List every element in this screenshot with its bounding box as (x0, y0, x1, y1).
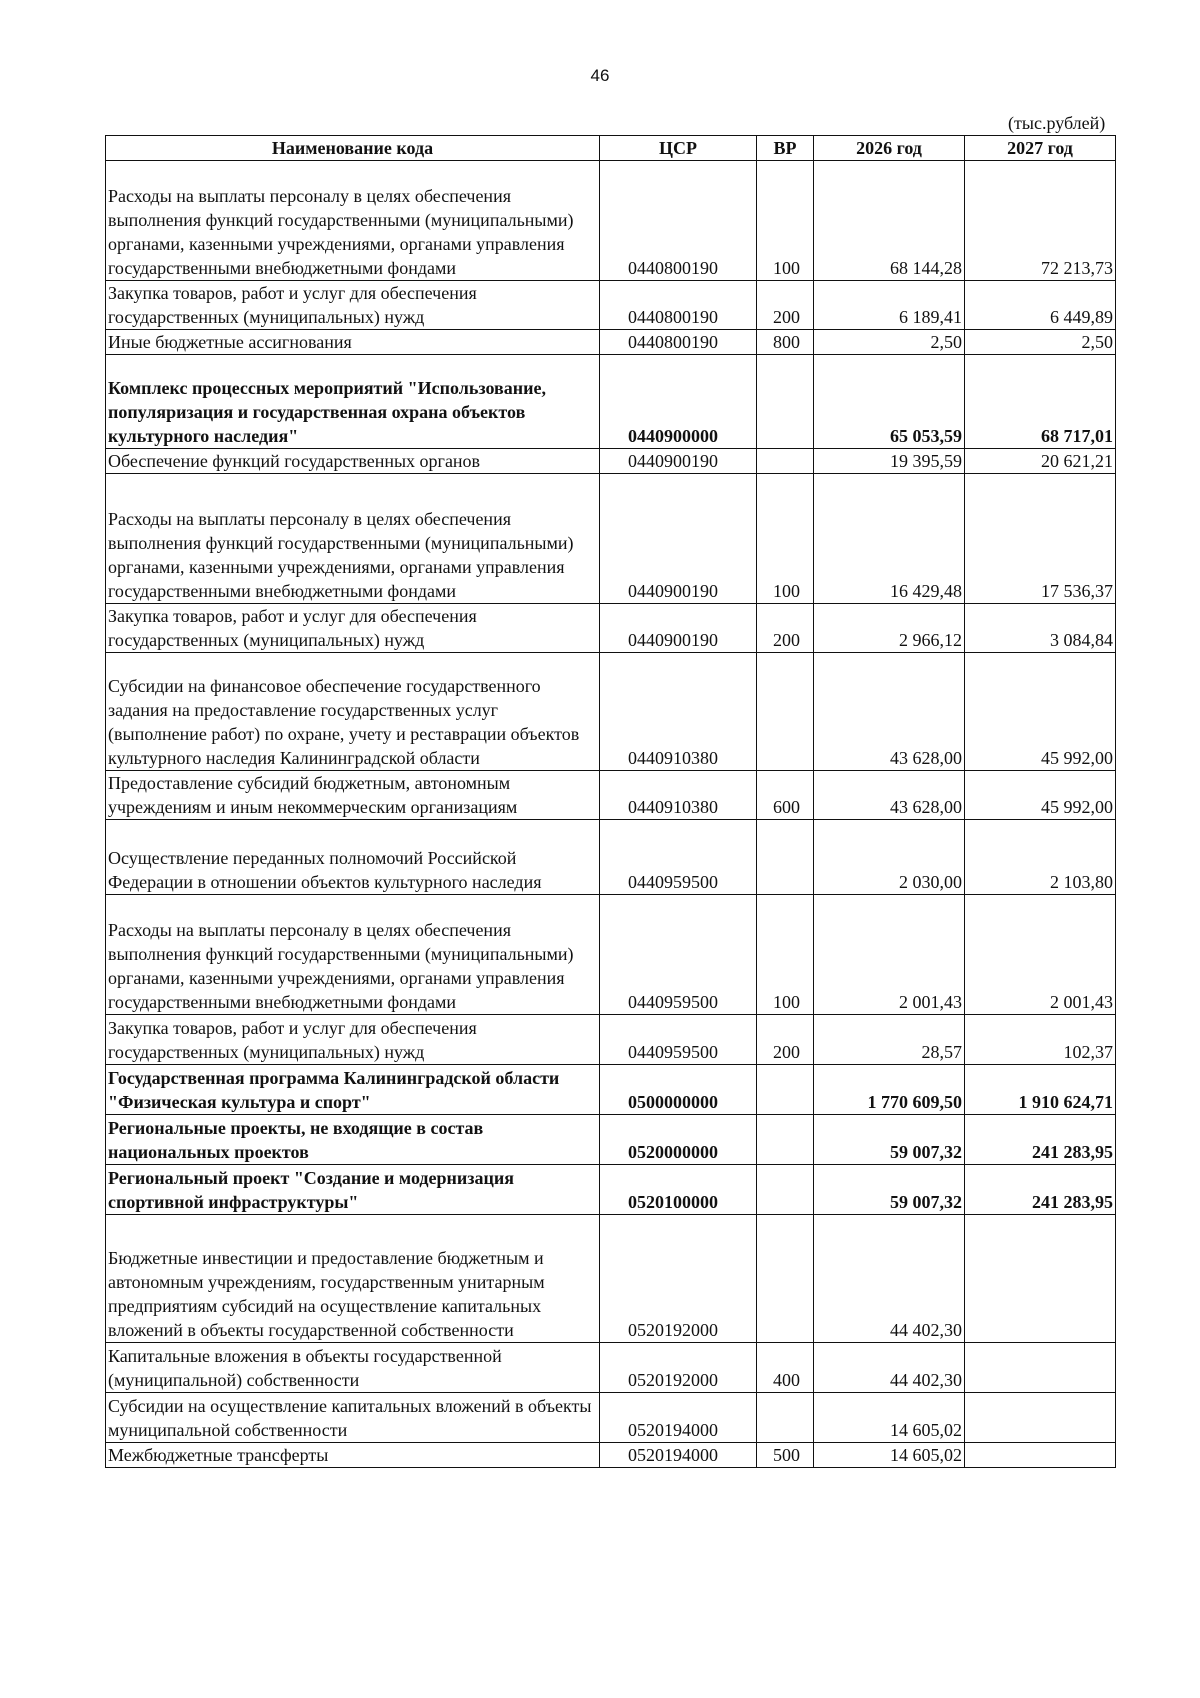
row-csr: 0440959500 (600, 1015, 757, 1065)
row-2027: 241 283,95 (965, 1165, 1116, 1215)
row-vr (757, 653, 814, 771)
table-row (106, 1015, 1116, 1065)
row-name: Закупка товаров, работ и услуг для обеспечения государственных (муниципальных) нужд (106, 604, 600, 653)
row-2027: 2 103,80 (965, 820, 1116, 895)
row-2026: 44 402,30 (814, 1343, 965, 1393)
row-name: Межбюджетные трансферты (106, 1443, 600, 1468)
row-2026: 16 429,48 (814, 474, 965, 604)
row-2026: 43 628,00 (814, 771, 965, 820)
row-vr: 100 (757, 895, 814, 1015)
header-vr: ВР (757, 136, 814, 161)
row-2027: 241 283,95 (965, 1115, 1116, 1165)
row-vr (757, 355, 814, 449)
table-row (106, 1443, 1116, 1468)
row-csr: 0440959500 (600, 895, 757, 1015)
row-vr: 400 (757, 1343, 814, 1393)
page-number: 46 (590, 66, 610, 85)
row-csr: 0440910380 (600, 653, 757, 771)
row-2027 (965, 1215, 1116, 1343)
row-name: Иные бюджетные ассигнования (106, 330, 600, 355)
table-row (106, 1393, 1116, 1443)
row-2027: 68 717,01 (965, 355, 1116, 449)
table-row (106, 449, 1116, 474)
row-csr: 0440959500 (600, 820, 757, 895)
row-csr: 0440900190 (600, 604, 757, 653)
row-csr: 0520194000 (600, 1443, 757, 1468)
table-row (106, 1215, 1116, 1343)
row-2026: 2 030,00 (814, 820, 965, 895)
row-vr (757, 1115, 814, 1165)
header-2027: 2027 год (965, 136, 1116, 161)
row-vr: 600 (757, 771, 814, 820)
row-2026: 2 001,43 (814, 895, 965, 1015)
table-row (106, 820, 1116, 895)
row-2026: 1 770 609,50 (814, 1065, 965, 1115)
header-name: Наименование кода (106, 136, 600, 161)
row-2027: 45 992,00 (965, 653, 1116, 771)
row-2027: 1 910 624,71 (965, 1065, 1116, 1115)
row-csr: 0520194000 (600, 1393, 757, 1443)
row-vr: 200 (757, 1015, 814, 1065)
table-row (106, 355, 1116, 449)
row-name: Расходы на выплаты персоналу в целях обеспечения выполнения функций государственными (муниципальными) органами, казенными учреждениями, органами управления государственными внебюджетными фондами (106, 474, 600, 604)
row-csr: 0520192000 (600, 1343, 757, 1393)
row-name: Обеспечение функций государственных органов (106, 449, 600, 474)
table-row (106, 895, 1116, 1015)
row-2027: 2 001,43 (965, 895, 1116, 1015)
row-csr: 0520192000 (600, 1215, 757, 1343)
row-2026: 59 007,32 (814, 1115, 965, 1165)
row-vr (757, 1393, 814, 1443)
row-2027 (965, 1343, 1116, 1393)
row-vr (757, 1165, 814, 1215)
row-2026: 2,50 (814, 330, 965, 355)
row-2026: 59 007,32 (814, 1165, 965, 1215)
table-row (106, 604, 1116, 653)
row-vr: 100 (757, 474, 814, 604)
row-2026: 6 189,41 (814, 281, 965, 330)
units-label: (тыс.рублей) (1008, 113, 1106, 133)
table-row (106, 1165, 1116, 1215)
row-2027: 17 536,37 (965, 474, 1116, 604)
row-csr: 0440900190 (600, 449, 757, 474)
row-2026: 14 605,02 (814, 1443, 965, 1468)
row-csr: 0520000000 (600, 1115, 757, 1165)
row-name: Бюджетные инвестиции и предоставление бюджетным и автономным учреждениям, государственным унитарным предприятиям субсидий на осуществление капитальных вложений в объекты государственной собственности (106, 1215, 600, 1343)
table-header-row (106, 136, 1116, 161)
table-row (106, 1115, 1116, 1165)
table-row (106, 771, 1116, 820)
table-row (106, 1343, 1116, 1393)
row-csr: 0440910380 (600, 771, 757, 820)
row-name: Государственная программа Калининградской области "Физическая культура и спорт" (106, 1065, 600, 1115)
row-2027: 102,37 (965, 1015, 1116, 1065)
row-csr: 0440800190 (600, 330, 757, 355)
row-2026: 14 605,02 (814, 1393, 965, 1443)
row-vr (757, 1065, 814, 1115)
row-csr: 0440800190 (600, 161, 757, 281)
table-row (106, 1065, 1116, 1115)
row-name: Расходы на выплаты персоналу в целях обеспечения выполнения функций государственными (муниципальными) органами, казенными учреждениями, органами управления государственными внебюджетными фондами (106, 161, 600, 281)
row-2027: 72 213,73 (965, 161, 1116, 281)
header-2026: 2026 год (814, 136, 965, 161)
row-2026: 43 628,00 (814, 653, 965, 771)
row-name: Расходы на выплаты персоналу в целях обеспечения выполнения функций государственными (муниципальными) органами, казенными учреждениями, органами управления государственными внебюджетными фондами (106, 895, 600, 1015)
row-vr: 200 (757, 281, 814, 330)
row-2027: 2,50 (965, 330, 1116, 355)
row-2027 (965, 1443, 1116, 1468)
row-name: Субсидии на осуществление капитальных вложений в объекты муниципальной собственности (106, 1393, 600, 1443)
row-2027: 6 449,89 (965, 281, 1116, 330)
table-row (106, 474, 1116, 604)
row-name: Региональные проекты, не входящие в состав национальных проектов (106, 1115, 600, 1165)
row-2026: 19 395,59 (814, 449, 965, 474)
row-vr: 200 (757, 604, 814, 653)
row-vr: 500 (757, 1443, 814, 1468)
row-name: Региональный проект "Создание и модернизация спортивной инфраструктуры" (106, 1165, 600, 1215)
row-csr: 0440800190 (600, 281, 757, 330)
table-row (106, 653, 1116, 771)
row-name: Капитальные вложения в объекты государственной (муниципальной) собственности (106, 1343, 600, 1393)
row-name: Осуществление переданных полномочий Российской Федерации в отношении объектов культурного наследия (106, 820, 600, 895)
row-name: Комплекс процессных мероприятий "Использование, популяризация и государственная охрана объектов культурного наследия" (106, 355, 600, 449)
row-vr (757, 449, 814, 474)
table-row (106, 161, 1116, 281)
row-2027: 3 084,84 (965, 604, 1116, 653)
row-csr: 0500000000 (600, 1065, 757, 1115)
row-name: Закупка товаров, работ и услуг для обеспечения государственных (муниципальных) нужд (106, 1015, 600, 1065)
row-csr: 0440900190 (600, 474, 757, 604)
header-csr: ЦСР (600, 136, 757, 161)
budget-table (105, 135, 1116, 1468)
row-name: Предоставление субсидий бюджетным, автономным учреждениям и иным некоммерческим организациям (106, 771, 600, 820)
row-2026: 68 144,28 (814, 161, 965, 281)
row-2026: 44 402,30 (814, 1215, 965, 1343)
row-vr: 800 (757, 330, 814, 355)
row-2026: 2 966,12 (814, 604, 965, 653)
row-vr (757, 1215, 814, 1343)
row-csr: 0440900000 (600, 355, 757, 449)
row-vr: 100 (757, 161, 814, 281)
table-row (106, 281, 1116, 330)
row-2026: 65 053,59 (814, 355, 965, 449)
row-vr (757, 820, 814, 895)
row-2027: 20 621,21 (965, 449, 1116, 474)
row-name: Субсидии на финансовое обеспечение государственного задания на предоставление государственных услуг (выполнение работ) по охране, учету и реставрации объектов культурного наследия Калининградской области (106, 653, 600, 771)
row-csr: 0520100000 (600, 1165, 757, 1215)
row-2026: 28,57 (814, 1015, 965, 1065)
row-name: Закупка товаров, работ и услуг для обеспечения государственных (муниципальных) нужд (106, 281, 600, 330)
table-row (106, 330, 1116, 355)
row-2027 (965, 1393, 1116, 1443)
row-2027: 45 992,00 (965, 771, 1116, 820)
